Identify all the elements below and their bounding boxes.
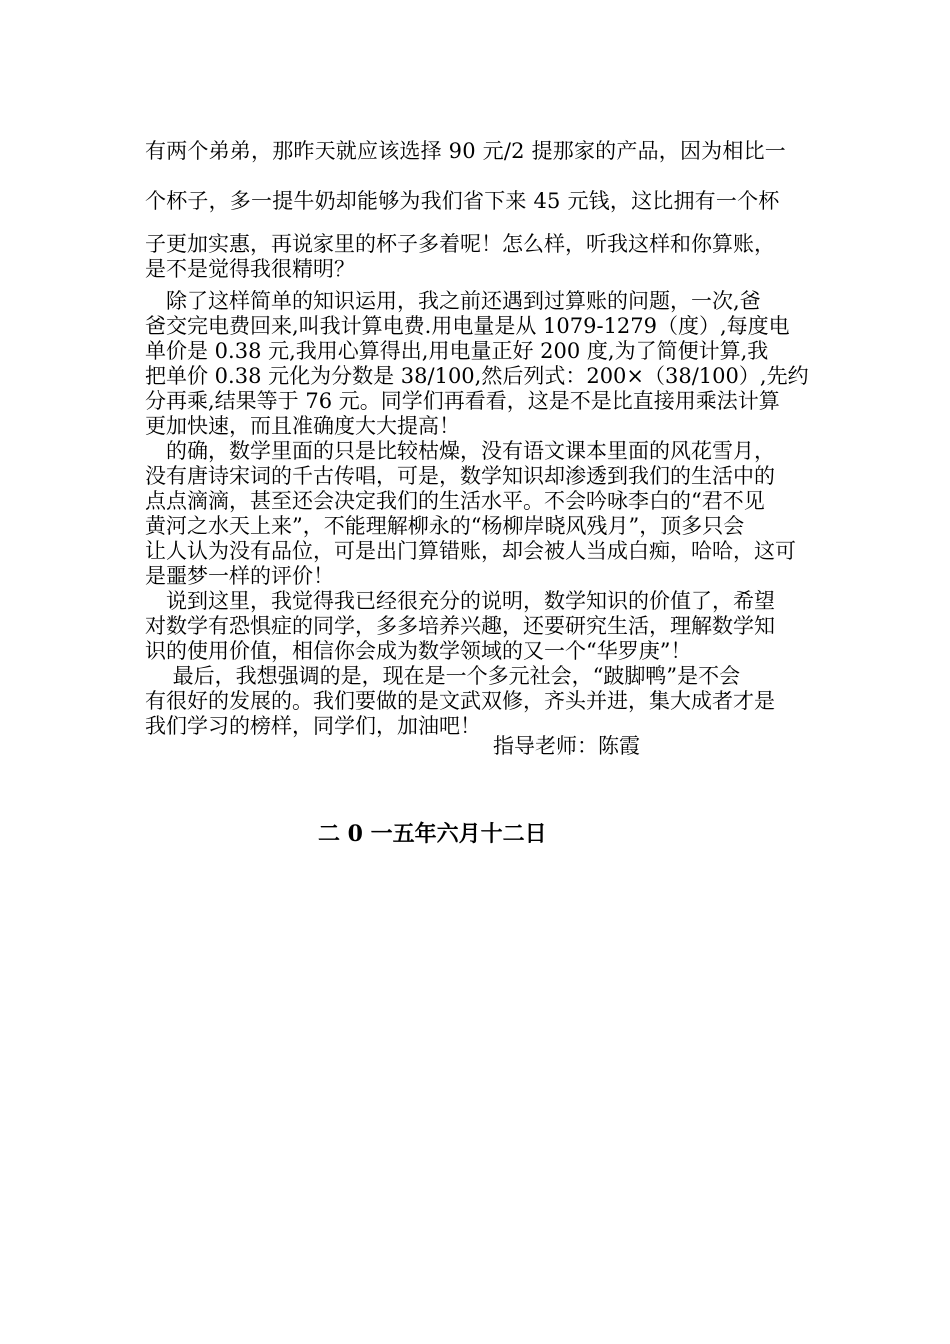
teacher-signature: 指导老师：陈霞 bbox=[493, 734, 640, 758]
text-line: 的确，数学里面的只是比较枯燥，没有语文课本里面的风花雪月， bbox=[145, 439, 775, 463]
text-line: 有很好的发展的。我们要做的是文武双修，齐头并进，集大成者才是 bbox=[145, 689, 775, 713]
text-line: 识的使用价值，相信你会成为数学领域的又一个“华罗庚”！ bbox=[145, 639, 692, 663]
text-line: 我们学习的榜样，同学们，加油吧！ bbox=[145, 714, 481, 738]
body-text bbox=[145, 289, 815, 739]
text-line: 说到这里，我觉得我已经很充分的说明，数学知识的价值了，希望 bbox=[145, 589, 775, 613]
paragraph-electricity bbox=[145, 289, 815, 439]
text-line: 爸交完电费回来,叫我计算电费.用电量是从 1079-1279（度）,每度电 bbox=[145, 314, 790, 338]
paragraph-value bbox=[145, 439, 815, 589]
text-line: 有两个弟弟，那昨天就应该选择 90 元/2 提那家的产品，因为相比一 bbox=[145, 139, 786, 163]
text-line: 是不是觉得我很精明？ bbox=[145, 257, 355, 281]
text-line: 个杯子，多一提牛奶却能够为我们省下来 45 元钱，这比拥有一个杯 bbox=[145, 189, 780, 213]
text-line: 没有唐诗宋词的千古传唱，可是，数学知识却渗透到我们的生活中的 bbox=[145, 464, 775, 488]
text-line: 更加快速，而且准确度大大提高！ bbox=[145, 414, 460, 438]
text-line: 是噩梦一样的评价！ bbox=[145, 564, 334, 588]
paragraph-final bbox=[145, 664, 815, 739]
text-line: 把单价 0.38 元化为分数是 38/100,然后列式：200×（38/100）,先约 bbox=[145, 364, 809, 388]
text-line: 除了这样简单的知识运用，我之前还遇到过算账的问题，一次,爸 bbox=[145, 289, 761, 313]
opening-paragraph bbox=[145, 232, 815, 282]
text-line: 点点滴滴，甚至还会决定我们的生活水平。不会吟咏李白的“君不见 bbox=[145, 489, 765, 513]
text-line: 单价是 0.38 元,我用心算得出,用电量正好 200 度,为了简便计算,我 bbox=[145, 339, 769, 363]
text-line: 对数学有恐惧症的同学，多多培养兴趣，还要研究生活，理解数学知 bbox=[145, 614, 775, 638]
document-date: 二 0 一五年六月十二日 bbox=[318, 821, 547, 847]
text-line: 让人认为没有品位，可是出门算错账，却会被人当成白痴，哈哈，这可 bbox=[145, 539, 796, 563]
paragraph-conclusion bbox=[145, 589, 815, 664]
text-line: 分再乘,结果等于 76 元。同学们再看看，这是不是比直接用乘法计算 bbox=[145, 389, 780, 413]
text-line: 子更加实惠，再说家里的杯子多着呢！怎么样，听我这样和你算账， bbox=[145, 232, 775, 256]
text-line: 黄河之水天上来”，不能理解柳永的“杨柳岸晓风残月”，顶多只会 bbox=[145, 514, 745, 538]
text-line: 最后，我想强调的是，现在是一个多元社会，“跛脚鸭”是不会 bbox=[145, 664, 741, 688]
